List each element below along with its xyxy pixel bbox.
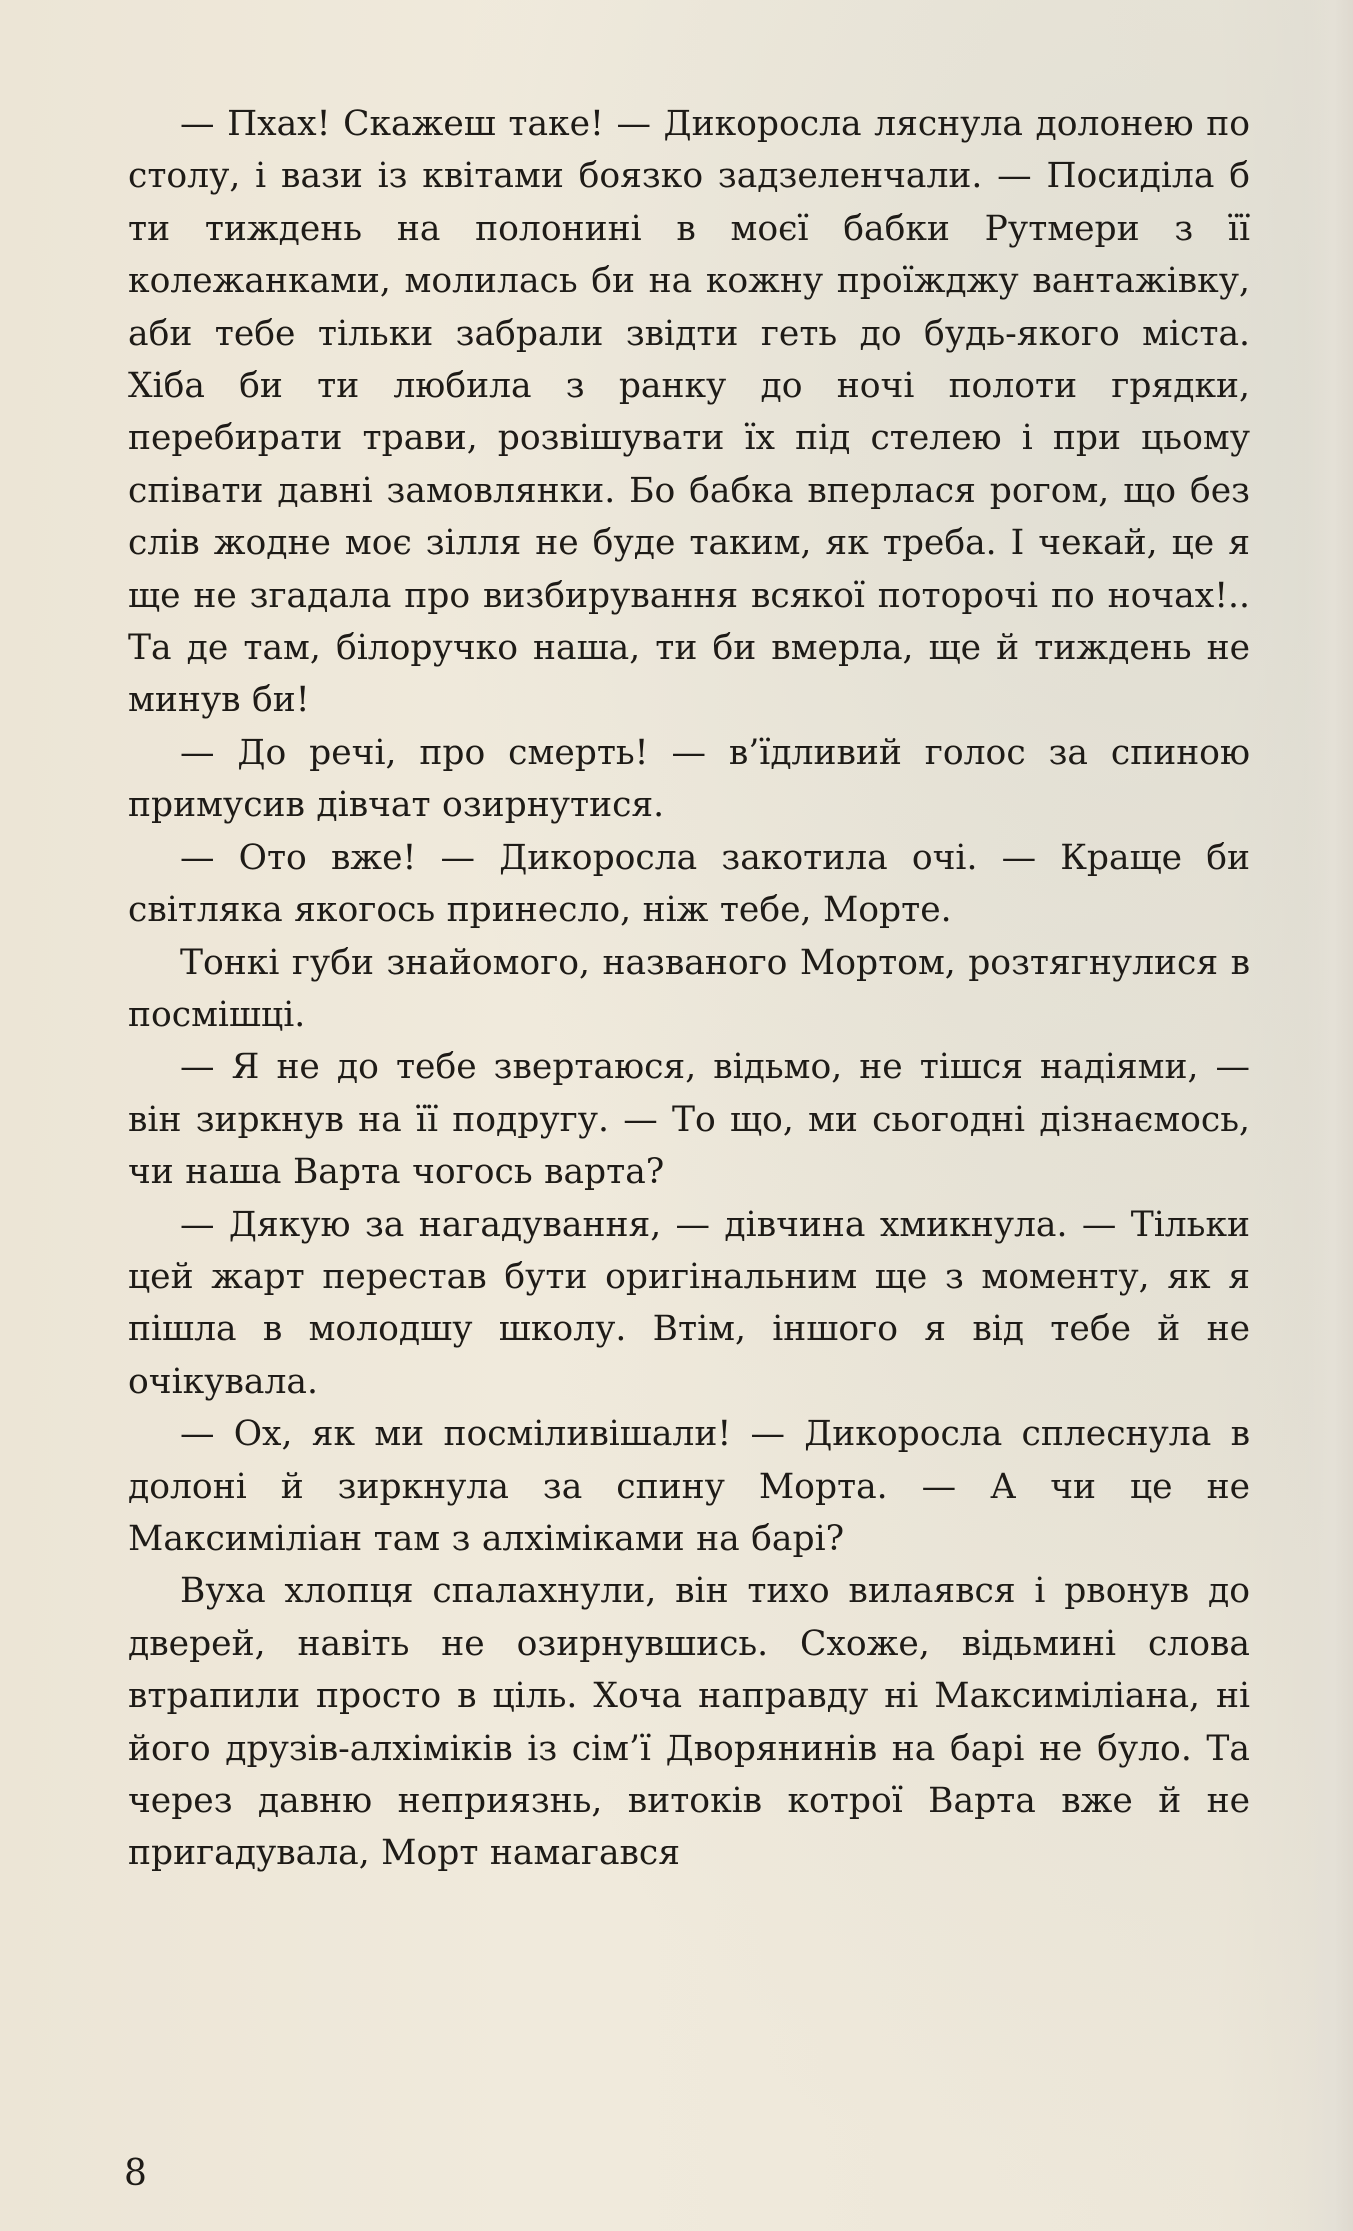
paragraph-2: — До речі, про смерть! — в’їдливий голос за спиною примусив дівчат озирнутися. xyxy=(128,732,1250,826)
paragraph-8: Вуха хлопця спалахнули, він тихо вилаявся і рвонув до дверей, навіть не озирнувшись. Схоже, відьмині слова втрапили просто в ціль. Хоча направду ні Максиміліана, ні його друзів-алхіміків із сім’ї Дворянинів на барі не було. Та через давню неприязнь, витоків котрої Варта вже й не пригадувала, Морт намагався xyxy=(128,1571,1250,1874)
paragraph-7: — Ох, як ми посміливішали! — Дикоросла сплеснула в долоні й зиркнула за спину Морта. — А чи це не Максиміліан там з алхіміками на барі? xyxy=(128,1414,1250,1559)
body-text xyxy=(128,98,1250,1880)
page-number: 8 xyxy=(124,2153,147,2194)
paragraph-3: — Ото вже! — Дикоросла закотила очі. — Краще би світляка якогось принесло, ніж тебе, Морте. xyxy=(128,837,1250,931)
paragraph-1: — Пхах! Скажеш таке! — Дикоросла ляснула долонею по столу, і вази із квітами боязко задзеленчали. — Посиділа б ти тиждень на полонині в моєї бабки Рутмери з її колежанками, молилась би на кожну проїжджу вантажівку, аби тебе тільки забрали звідти геть до будь-якого міста. Хіба би ти любила з ранку до ночі полоти грядки, перебирати трави, розвішувати їх під стелею і при цьому співати давні замовлянки. Бо бабка вперлася рогом, що без слів жодне моє зілля не буде таким, як треба. І чекай, це я ще не згадала про визбирування всякої поторочі по ночах!.. Та де там, білоручко наша, ти би вмерла, ще й тиждень не минув би! xyxy=(128,104,1250,721)
paragraph-6: — Дякую за нагадування, — дівчина хмикнула. — Тільки цей жарт перестав бути оригінальним ще з моменту, як я пішла в молодшу школу. Втім, іншого я від тебе й не очікувала. xyxy=(128,1204,1250,1402)
page-spine-shadow xyxy=(1305,0,1353,2231)
paragraph-5: — Я не до тебе звертаюся, відьмо, не тішся надіями, — він зиркнув на її подругу. — То що, ми сьогодні дізнаємось, чи наша Варта чогось варта? xyxy=(128,1047,1250,1193)
paragraph-4: Тонкі губи знайомого, названого Мортом, розтягнулися в посмішці. xyxy=(128,942,1250,1035)
